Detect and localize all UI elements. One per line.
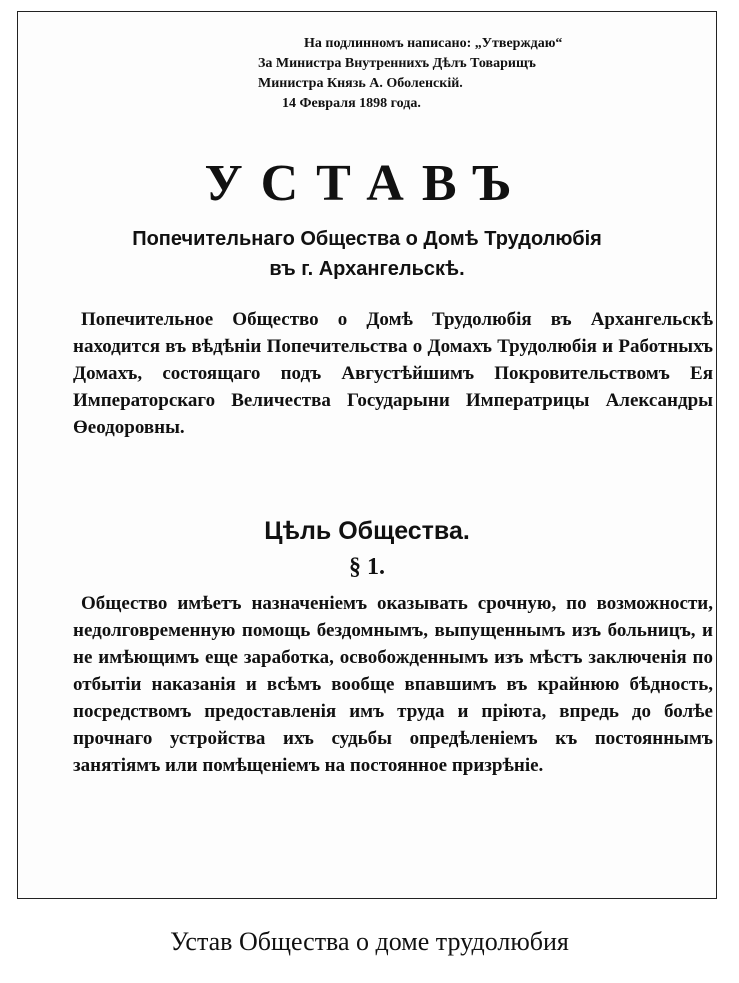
document-title: УСТАВЪ	[204, 155, 530, 212]
approval-note	[258, 34, 718, 114]
approval-line-3: Министра Князь А. Оболенскій.	[258, 76, 463, 91]
approval-line-2: За Министра Внутреннихъ Дѣлъ Товарищъ	[258, 56, 536, 71]
section-number: § 1.	[349, 554, 385, 580]
image-caption: Устав Общества о доме трудолюбия	[170, 927, 569, 956]
subtitle-line-2: въ г. Архангельскѣ.	[269, 258, 465, 280]
approval-line-1: На подлинномъ написано: „Утверждаю“	[304, 36, 563, 51]
approval-line-4: 14 Февраля 1898 года.	[282, 96, 421, 111]
document-scan	[17, 11, 717, 899]
intro-paragraph: Попечительное Общество о Домѣ Трудолюбія въ Архангельскѣ находится въ вѣдѣніи Попечительства о Домахъ Трудолюбія и Работныхъ Домахъ, состоящаго подъ Августѣйшимъ Покровительствомъ Ея Императорскаго Величества Государыни Императрицы Александры Өеодоровны.	[73, 309, 713, 438]
section-paragraph: Общество имѣетъ назначеніемъ оказывать срочную, по возможности, недолговременную помощь бездомнымъ, выпущеннымъ изъ больницъ, и не имѣющимъ еще заработка, освобожденнымъ изъ мѣстъ заключенія по отбытіи наказанія и всѣмъ вообще впавшимъ въ крайнюю бѣдность, посредствомъ предоставленія имъ труда и пріюта, впредь до болѣе прочнаго устройства ихъ судьбы опредѣленіемъ къ постояннымъ занятіямъ или помѣщеніемъ на постоянное призрѣніе.	[73, 593, 713, 776]
subtitle-line-1: Попечительнаго Общества о Домѣ Трудолюбія	[132, 228, 602, 250]
section-title: Цѣль Общества.	[264, 517, 470, 545]
document-subtitle	[18, 224, 716, 284]
